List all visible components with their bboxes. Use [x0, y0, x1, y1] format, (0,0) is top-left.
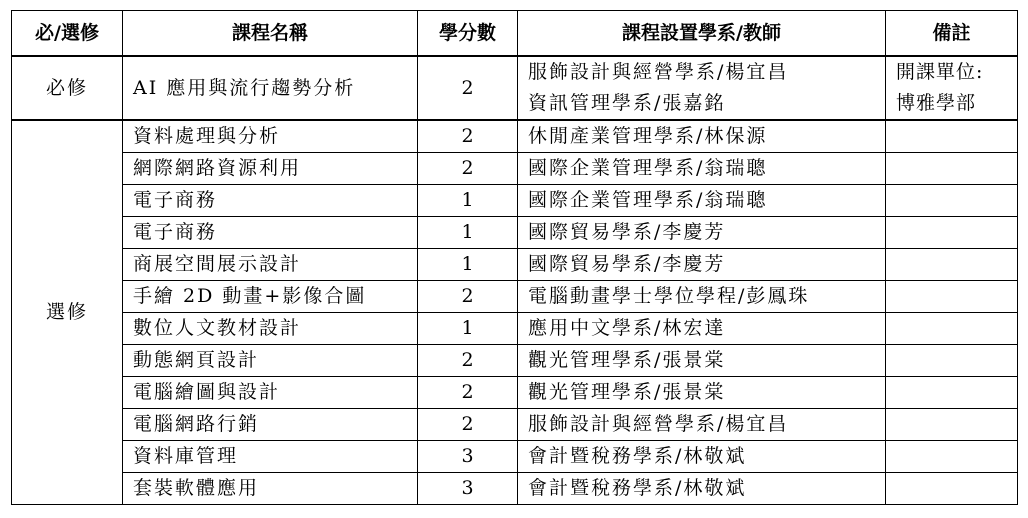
credits-cell: 2 — [418, 409, 518, 441]
course-name-cell: 電腦網路行銷 — [123, 409, 418, 441]
department-teacher-cell: 國際企業管理學系/翁瑞聰 — [518, 185, 886, 217]
note-cell — [886, 441, 1018, 473]
required-department-teacher — [518, 56, 886, 120]
table-row — [12, 120, 1018, 153]
note-cell — [886, 409, 1018, 441]
course-name-cell: 套裝軟體應用 — [123, 473, 418, 505]
course-name-cell: 資料處理與分析 — [123, 120, 418, 153]
header-credits: 學分數 — [418, 11, 518, 57]
header-note: 備註 — [886, 11, 1018, 57]
note-cell — [886, 473, 1018, 505]
table-row — [12, 185, 1018, 217]
department-teacher-cell: 休閒產業管理學系/林保源 — [518, 120, 886, 153]
note-cell — [886, 153, 1018, 185]
course-name-cell: 數位人文教材設計 — [123, 313, 418, 345]
course-name-cell: 網際網路資源利用 — [123, 153, 418, 185]
elective-type-cell: 選修 — [12, 120, 123, 505]
course-name-cell: 資料庫管理 — [123, 441, 418, 473]
table-row — [12, 441, 1018, 473]
required-credits: 2 — [418, 56, 518, 120]
credits-cell: 2 — [418, 345, 518, 377]
department-teacher-cell: 國際企業管理學系/翁瑞聰 — [518, 153, 886, 185]
credits-cell: 1 — [418, 313, 518, 345]
department-teacher-cell: 會計暨稅務學系/林敬斌 — [518, 441, 886, 473]
department-teacher-cell: 應用中文學系/林宏達 — [518, 313, 886, 345]
department-teacher-cell: 服飾設計與經營學系/楊宜昌 — [518, 409, 886, 441]
note-cell — [886, 120, 1018, 153]
credits-cell: 2 — [418, 153, 518, 185]
note-cell — [886, 249, 1018, 281]
course-name-cell: 電子商務 — [123, 185, 418, 217]
table-row — [12, 345, 1018, 377]
credits-cell: 1 — [418, 249, 518, 281]
credits-cell: 2 — [418, 281, 518, 313]
note-cell — [886, 377, 1018, 409]
table-row — [12, 473, 1018, 505]
note-cell — [886, 185, 1018, 217]
course-table — [11, 10, 1018, 505]
credits-cell: 3 — [418, 473, 518, 505]
department-teacher-cell: 會計暨稅務學系/林敬斌 — [518, 473, 886, 505]
required-dept-line-1: 服飾設計與經營學系/楊宜昌 — [528, 61, 789, 83]
required-dept-line-2: 資訊管理學系/張嘉銘 — [528, 92, 726, 114]
note-cell — [886, 281, 1018, 313]
note-cell — [886, 345, 1018, 377]
note-cell — [886, 217, 1018, 249]
department-teacher-cell: 觀光管理學系/張景棠 — [518, 345, 886, 377]
course-name-cell: 電腦繪圖與設計 — [123, 377, 418, 409]
department-teacher-cell: 電腦動畫學士學位學程/彭鳳珠 — [518, 281, 886, 313]
table-row — [12, 153, 1018, 185]
department-teacher-cell: 觀光管理學系/張景棠 — [518, 377, 886, 409]
header-type: 必/選修 — [12, 11, 123, 57]
table-row — [12, 409, 1018, 441]
credits-cell: 3 — [418, 441, 518, 473]
required-note-line-2: 博雅學部 — [896, 92, 977, 114]
table-row-required — [12, 56, 1018, 120]
required-note-line-1: 開課單位: — [896, 61, 984, 83]
note-cell — [886, 313, 1018, 345]
department-teacher-cell: 國際貿易學系/李慶芳 — [518, 249, 886, 281]
course-name-cell: 商展空間展示設計 — [123, 249, 418, 281]
course-name-cell: 電子商務 — [123, 217, 418, 249]
credits-cell: 2 — [418, 377, 518, 409]
credits-cell: 1 — [418, 217, 518, 249]
department-teacher-cell: 國際貿易學系/李慶芳 — [518, 217, 886, 249]
header-row — [12, 11, 1018, 57]
credits-cell: 1 — [418, 185, 518, 217]
table-row — [12, 377, 1018, 409]
required-type-cell: 必修 — [12, 56, 123, 120]
course-name-cell: 手繪 2D 動畫+影像合圖 — [123, 281, 418, 313]
table-row — [12, 313, 1018, 345]
header-course-name: 課程名稱 — [123, 11, 418, 57]
header-department-teacher: 課程設置學系/教師 — [518, 11, 886, 57]
required-note — [886, 56, 1018, 120]
credits-cell: 2 — [418, 120, 518, 153]
table-row — [12, 281, 1018, 313]
table-row — [12, 249, 1018, 281]
table-row — [12, 217, 1018, 249]
course-name-cell: 動態網頁設計 — [123, 345, 418, 377]
required-course-name: AI 應用與流行趨勢分析 — [123, 56, 418, 120]
